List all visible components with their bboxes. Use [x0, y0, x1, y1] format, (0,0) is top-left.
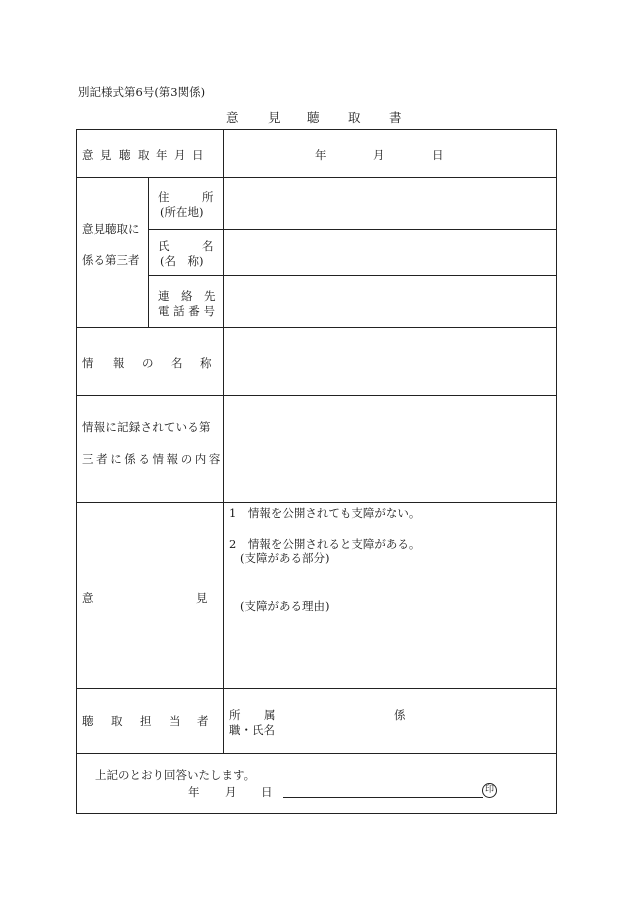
reply-day: 日	[261, 785, 273, 799]
table-border-bottom	[76, 813, 557, 814]
opinion-option-2: 2 情報を公開されると支障がある。	[229, 537, 421, 551]
column-divider	[148, 177, 149, 328]
reply-year: 年	[188, 785, 200, 799]
title-char: 書	[389, 110, 402, 125]
row-divider	[76, 688, 557, 689]
row-divider	[76, 502, 557, 503]
label-char: 見	[100, 148, 112, 162]
info-content-label-line2: 三者に係る情報の内容	[82, 452, 223, 466]
label-char: 担	[140, 714, 152, 728]
phone-label: 電 話 番 号	[158, 304, 215, 318]
third-party-label-line1: 意見聴取に	[82, 222, 140, 236]
opinion-option-1: 1 情報を公開されても支障がない。	[229, 506, 421, 520]
problem-reason-label: (支障がある理由)	[240, 599, 330, 613]
info-content-label-line1: 情報に記録されている第	[82, 420, 211, 434]
label-char: 報	[113, 356, 125, 370]
label-char: 意	[82, 148, 94, 162]
hearing-date-day: 日	[432, 148, 444, 162]
name-label-char: 名	[202, 239, 214, 253]
label-char: 取	[111, 714, 123, 728]
label-char: 年	[156, 148, 168, 162]
label-char: 月	[174, 148, 186, 162]
dept-label-char: 所	[229, 708, 241, 722]
reply-statement: 上記のとおり回答いたします。	[95, 768, 256, 782]
seal-mark: 印	[482, 783, 497, 798]
label-char: 聴	[119, 148, 131, 162]
name-label-char: 氏	[158, 239, 170, 253]
title-char: 取	[348, 110, 361, 125]
title-name-label: 職・氏名	[229, 723, 275, 737]
label-char: 取	[138, 148, 150, 162]
row-divider	[148, 275, 557, 276]
row-divider	[76, 753, 557, 754]
address-label-char: 所	[202, 190, 214, 204]
form-caption: 別記様式第6号(第3関係)	[78, 85, 206, 99]
opinion-label-char: 見	[196, 591, 208, 605]
label-char: 当	[169, 714, 181, 728]
label-char: 情	[82, 356, 94, 370]
label-char: 称	[200, 356, 212, 370]
dept-label-char: 属	[264, 708, 276, 722]
label-char: 名	[171, 356, 183, 370]
address-sub-label: (所在地)	[160, 205, 204, 219]
title-char: 見	[268, 110, 281, 125]
third-party-label-line2: 係る第三者	[82, 253, 140, 267]
title-char: 聴	[307, 110, 320, 125]
table-border-left	[76, 129, 77, 814]
opinion-label-char: 意	[82, 591, 94, 605]
column-divider	[223, 129, 224, 754]
title-char: 意	[226, 110, 239, 125]
label-char: 聴	[82, 714, 94, 728]
contact-label: 連 絡 先	[158, 289, 216, 303]
address-label-char: 住	[158, 190, 170, 204]
table-border-right	[556, 129, 557, 814]
table-border-top	[76, 129, 557, 130]
section-suffix: 係	[394, 708, 406, 722]
problem-part-label: (支障がある部分)	[240, 551, 330, 565]
label-char: 日	[192, 148, 204, 162]
row-divider	[148, 229, 557, 230]
hearing-date-month: 月	[373, 148, 385, 162]
name-sub-label: (名 称)	[160, 254, 204, 268]
label-char: 者	[197, 714, 209, 728]
row-divider	[76, 395, 557, 396]
reply-month: 月	[225, 785, 237, 799]
label-char: の	[142, 356, 154, 370]
signature-line	[283, 797, 483, 798]
hearing-date-year: 年	[315, 148, 327, 162]
